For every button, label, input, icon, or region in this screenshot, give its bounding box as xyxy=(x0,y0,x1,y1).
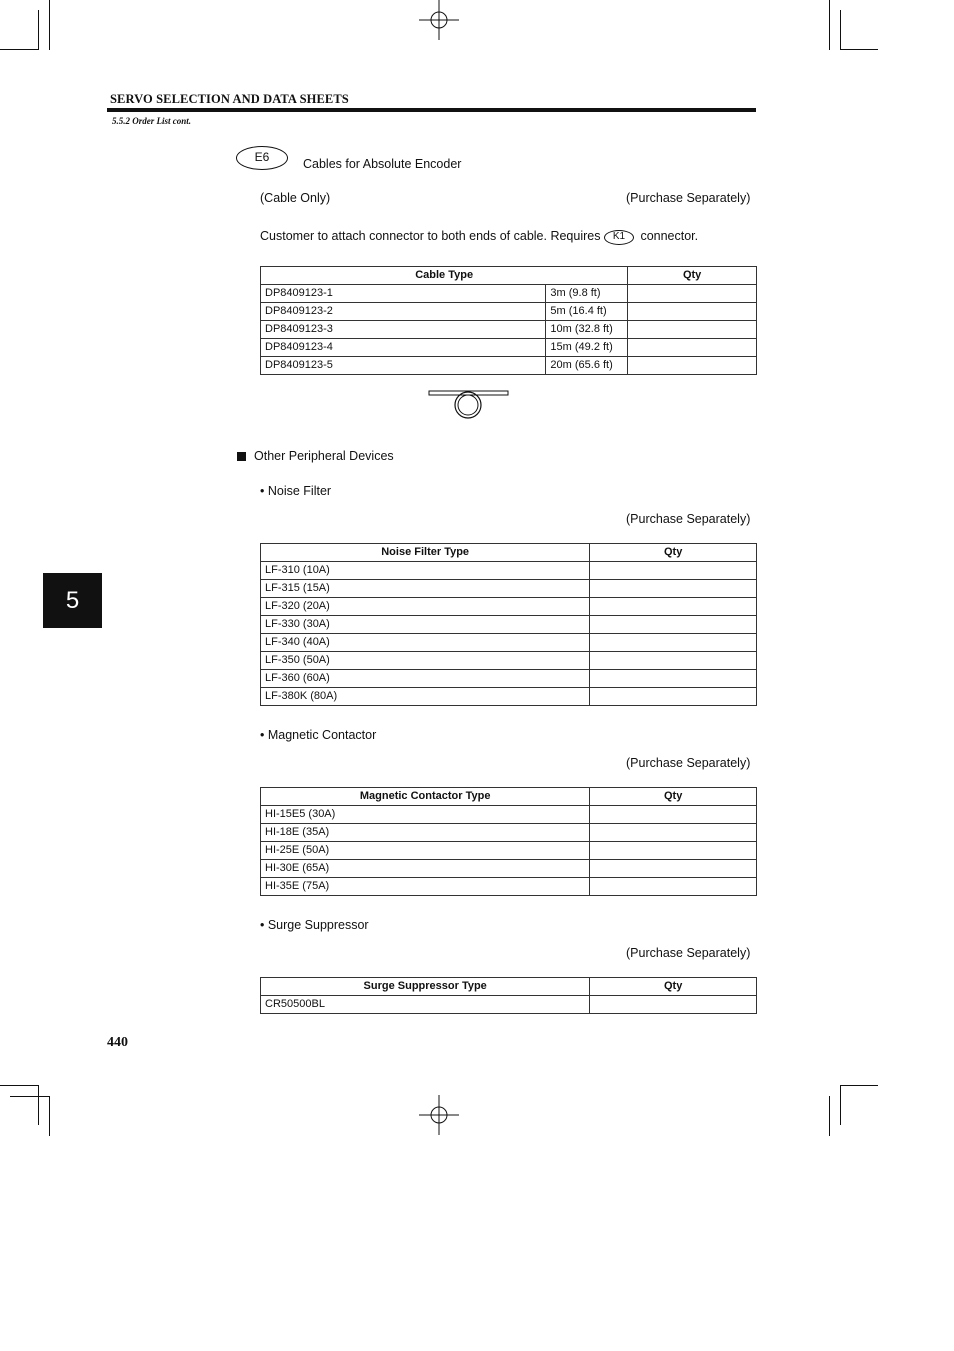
qty-cell[interactable] xyxy=(590,598,757,616)
qty-cell[interactable] xyxy=(590,806,757,824)
table-row xyxy=(261,321,757,339)
header-rule xyxy=(107,108,756,112)
qty-cell[interactable] xyxy=(590,634,757,652)
table-row xyxy=(261,652,757,670)
cable-length: 10m (32.8 ft) xyxy=(546,321,628,339)
qty-cell[interactable] xyxy=(590,652,757,670)
contactor-model: HI-15E5 (30A) xyxy=(261,806,590,824)
item-badge: E6 xyxy=(236,146,288,170)
table-row xyxy=(261,634,757,652)
qty-cell[interactable] xyxy=(628,285,757,303)
qty-cell[interactable] xyxy=(628,339,757,357)
table-row xyxy=(261,806,757,824)
table-row xyxy=(261,616,757,634)
crop-mark xyxy=(38,1085,39,1125)
page-number: 440 xyxy=(107,1035,128,1050)
surge-suppressor-table xyxy=(260,977,757,1014)
table-row xyxy=(261,562,757,580)
magnetic-contactor-label: • Magnetic Contactor xyxy=(260,728,377,742)
crop-mark xyxy=(38,10,39,50)
noise-filter-model: LF-310 (10A) xyxy=(261,562,590,580)
cable-length: 3m (9.8 ft) xyxy=(546,285,628,303)
noise-filter-model: LF-315 (15A) xyxy=(261,580,590,598)
section-title: SERVO SELECTION AND DATA SHEETS xyxy=(110,92,349,106)
qty-cell[interactable] xyxy=(590,688,757,706)
cable-length: 20m (65.6 ft) xyxy=(546,357,628,375)
purchase-note: (Purchase Separately) xyxy=(626,756,751,770)
cable-model: DP8409123-2 xyxy=(261,303,546,321)
crop-mark xyxy=(840,1085,878,1086)
purchase-note: (Purchase Separately) xyxy=(626,512,751,526)
crop-mark xyxy=(0,1085,38,1086)
cable-length: 15m (49.2 ft) xyxy=(546,339,628,357)
cable-only-note: (Cable Only) xyxy=(260,191,331,205)
noise-filter-model: LF-360 (60A) xyxy=(261,670,590,688)
table-row xyxy=(261,339,757,357)
noise-filter-model: LF-330 (30A) xyxy=(261,616,590,634)
qty-cell[interactable] xyxy=(590,996,757,1014)
connector-note xyxy=(260,229,698,245)
table-row xyxy=(261,688,757,706)
qty-cell[interactable] xyxy=(628,303,757,321)
cable-model: DP8409123-1 xyxy=(261,285,546,303)
noise-filter-model: LF-340 (40A) xyxy=(261,634,590,652)
surge-suppressor-model: CR50500BL xyxy=(261,996,590,1014)
noise-filter-model: LF-320 (20A) xyxy=(261,598,590,616)
table-row xyxy=(261,357,757,375)
section-subtitle: 5.5.2 Order List cont. xyxy=(112,116,192,126)
table-row xyxy=(261,580,757,598)
bullet-square-icon xyxy=(237,452,246,461)
crop-mark xyxy=(829,0,830,50)
cable-model: DP8409123-4 xyxy=(261,339,546,357)
crop-mark xyxy=(10,1096,50,1097)
registration-mark-icon xyxy=(419,1095,459,1135)
connector-badge: K1 xyxy=(604,230,634,245)
noise-filter-model: LF-380K (80A) xyxy=(261,688,590,706)
connector-note-prefix: Customer to attach connector to both ends of cable. Requires xyxy=(260,229,601,243)
crop-mark xyxy=(49,0,50,50)
qty-cell[interactable] xyxy=(590,878,757,896)
table-row xyxy=(261,842,757,860)
cable-coil-icon xyxy=(428,388,510,420)
crop-mark xyxy=(840,1085,841,1125)
purchase-note: (Purchase Separately) xyxy=(626,946,751,960)
noise-filter-model: LF-350 (50A) xyxy=(261,652,590,670)
contactor-model: HI-35E (75A) xyxy=(261,878,590,896)
contactor-model: HI-18E (35A) xyxy=(261,824,590,842)
qty-cell[interactable] xyxy=(590,562,757,580)
noise-filter-type-header: Noise Filter Type xyxy=(261,544,590,562)
table-row xyxy=(261,598,757,616)
contactor-model: HI-30E (65A) xyxy=(261,860,590,878)
crop-mark xyxy=(840,49,878,50)
crop-mark xyxy=(0,49,38,50)
table-row xyxy=(261,996,757,1014)
crop-mark xyxy=(829,1096,830,1136)
table-row xyxy=(261,285,757,303)
registration-mark-icon xyxy=(419,0,459,40)
qty-cell[interactable] xyxy=(590,616,757,634)
purchase-note: (Purchase Separately) xyxy=(626,191,751,205)
crop-mark xyxy=(49,1096,50,1136)
qty-cell[interactable] xyxy=(628,357,757,375)
cable-model: DP8409123-3 xyxy=(261,321,546,339)
table-row xyxy=(261,670,757,688)
qty-header: Qty xyxy=(590,978,757,996)
qty-cell[interactable] xyxy=(590,824,757,842)
qty-header: Qty xyxy=(590,788,757,806)
noise-filter-label: • Noise Filter xyxy=(260,484,332,498)
table-row xyxy=(261,860,757,878)
magnetic-contactor-type-header: Magnetic Contactor Type xyxy=(261,788,590,806)
table-row xyxy=(261,824,757,842)
cable-table xyxy=(260,266,757,375)
qty-cell[interactable] xyxy=(590,580,757,598)
qty-cell[interactable] xyxy=(590,842,757,860)
qty-cell[interactable] xyxy=(590,860,757,878)
encoder-title: Cables for Absolute Encoder xyxy=(303,157,462,171)
table-row xyxy=(261,303,757,321)
table-row xyxy=(261,878,757,896)
cable-type-header: Cable Type xyxy=(261,267,628,285)
surge-suppressor-type-header: Surge Suppressor Type xyxy=(261,978,590,996)
connector-note-suffix: connector. xyxy=(640,229,699,243)
noise-filter-table xyxy=(260,543,757,706)
chapter-tab: 5 xyxy=(43,573,102,628)
qty-cell[interactable] xyxy=(590,670,757,688)
cable-model: DP8409123-5 xyxy=(261,357,546,375)
surge-suppressor-label: • Surge Suppressor xyxy=(260,918,369,932)
contactor-model: HI-25E (50A) xyxy=(261,842,590,860)
qty-cell[interactable] xyxy=(628,321,757,339)
magnetic-contactor-table xyxy=(260,787,757,896)
qty-header: Qty xyxy=(628,267,757,285)
cable-length: 5m (16.4 ft) xyxy=(546,303,628,321)
peripheral-title: Other Peripheral Devices xyxy=(254,449,394,463)
qty-header: Qty xyxy=(590,544,757,562)
crop-mark xyxy=(840,10,841,50)
